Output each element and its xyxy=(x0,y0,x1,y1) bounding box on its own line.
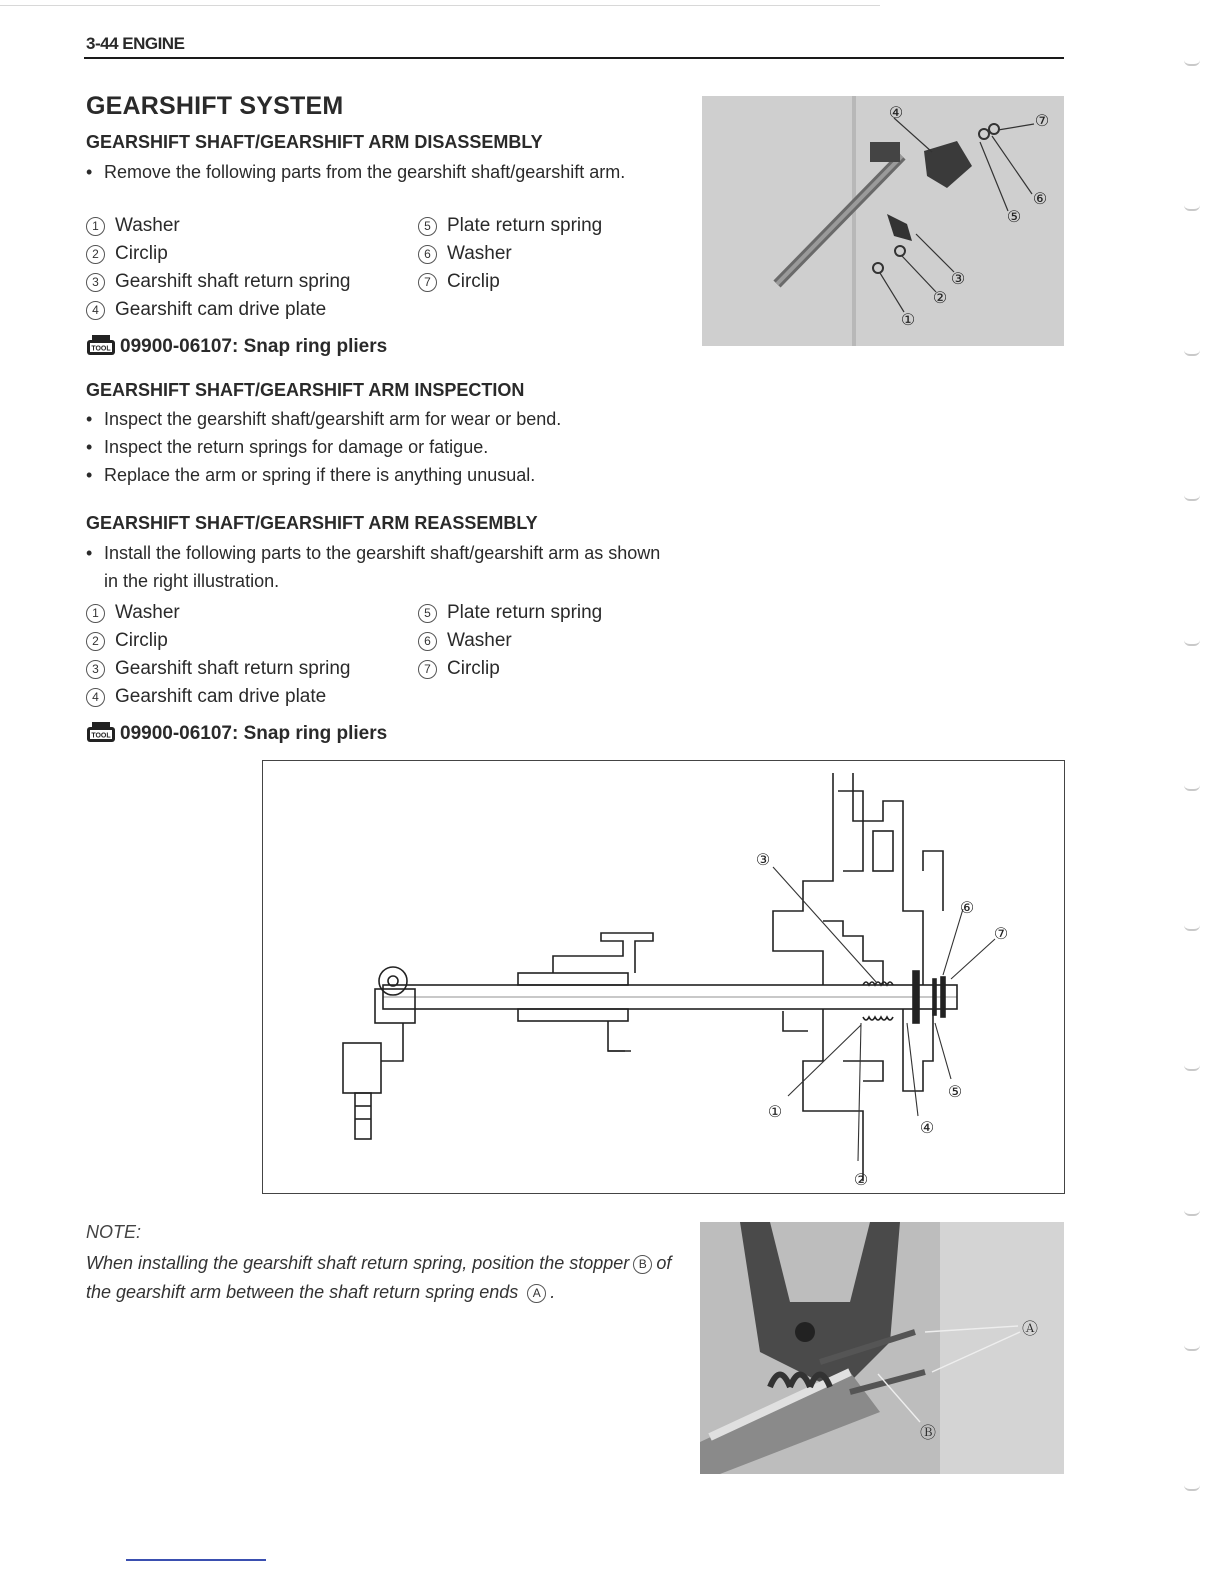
disassembly-part-6: 6 Washer xyxy=(418,243,512,265)
inspection-title: GEARSHIFT SHAFT/GEARSHIFT ARM INSPECTION xyxy=(86,380,525,400)
edge-mark xyxy=(1184,925,1200,931)
inspection-bullet-2: • Inspect the return springs for damage or fatigue. xyxy=(86,437,489,457)
tool-icon xyxy=(86,334,116,356)
callout-7: ⑦ xyxy=(1034,113,1050,130)
edge-mark xyxy=(1184,1345,1200,1351)
callout-5: ⑤ xyxy=(1006,209,1022,226)
inspection-bullet-1: • Inspect the gearshift shaft/gearshift arm for wear or bend. xyxy=(86,409,562,429)
edge-mark xyxy=(1184,785,1200,791)
disassembly-part-1: 1 Washer xyxy=(86,215,180,237)
callout-4: ④ xyxy=(888,105,904,122)
reassembly-part-4: 4 Gearshift cam drive plate xyxy=(86,686,326,708)
edge-mark xyxy=(1184,1485,1200,1491)
shaft-cross-section-diagram xyxy=(262,760,1065,1194)
reassembly-bullet: • Install the following parts to the gearshift shaft/gearshift arm as shown in the right illustration. xyxy=(86,543,661,591)
edge-mark xyxy=(1184,60,1200,66)
disassembly-part-7: 7 Circlip xyxy=(418,271,500,293)
inspection-bullet-3: • Replace the arm or spring if there is anything unusual. xyxy=(86,465,536,485)
svg-text:TOOL: TOOL xyxy=(91,732,111,740)
callout-7: ⑦ xyxy=(993,926,1009,943)
bullet-dot: • xyxy=(86,162,93,182)
callout-a: Ⓐ xyxy=(1021,1321,1039,1338)
reassembly-part-2: 2 Circlip xyxy=(86,630,168,652)
callout-6: ⑥ xyxy=(1032,191,1048,208)
disassembly-part-3: 3 Gearshift shaft return spring xyxy=(86,271,351,293)
edge-mark xyxy=(1184,1210,1200,1216)
disassembly-part-4: 4 Gearshift cam drive plate xyxy=(86,299,326,321)
note-label: NOTE: xyxy=(86,1222,142,1242)
callout-3: ③ xyxy=(755,852,771,869)
disassembly-tool: TOOL 09900-06107: Snap ring pliers xyxy=(86,334,387,358)
edge-mark xyxy=(1184,1065,1200,1071)
edge-mark xyxy=(1184,640,1200,646)
header-rule xyxy=(84,57,1064,59)
edge-mark xyxy=(1184,350,1200,356)
disassembly-part-5: 5 Plate return spring xyxy=(418,215,602,237)
parts-photo xyxy=(702,96,1064,346)
reassembly-part-6: 6 Washer xyxy=(418,630,512,652)
reassembly-part-1: 1 Washer xyxy=(86,602,180,624)
footer-link-line xyxy=(126,1559,266,1561)
disassembly-part-2: 2 Circlip xyxy=(86,243,168,265)
reassembly-tool: TOOL 09900-06107: Snap ring pliers xyxy=(86,721,387,745)
callout-b: Ⓑ xyxy=(919,1425,937,1442)
edge-mark xyxy=(1184,495,1200,501)
top-edge-line xyxy=(0,5,880,6)
tool-icon xyxy=(86,721,116,743)
disassembly-bullet: • Remove the following parts from the gearshift shaft/gearshift arm. xyxy=(86,158,676,186)
callout-1: ① xyxy=(900,312,916,329)
callout-2: ② xyxy=(932,290,948,307)
edge-mark xyxy=(1184,205,1200,211)
callout-1: ① xyxy=(767,1104,783,1121)
callout-5: ⑤ xyxy=(947,1084,963,1101)
disassembly-title: GEARSHIFT SHAFT/GEARSHIFT ARM DISASSEMBLY xyxy=(86,132,543,152)
callout-2: ② xyxy=(853,1172,869,1189)
reassembly-part-3: 3 Gearshift shaft return spring xyxy=(86,658,351,680)
callout-3: ③ xyxy=(950,271,966,288)
reassembly-title: GEARSHIFT SHAFT/GEARSHIFT ARM REASSEMBLY xyxy=(86,513,538,533)
section-title: GEARSHIFT SYSTEM xyxy=(86,92,344,120)
spring-photo xyxy=(700,1222,1064,1474)
reassembly-part-7: 7 Circlip xyxy=(418,658,500,680)
note-text: When installing the gearshift shaft return spring, position the stopper B of the gearshift arm between the shaft return spring ends A . xyxy=(86,1253,672,1302)
page-header: 3-44 ENGINE xyxy=(86,34,185,53)
callout-6: ⑥ xyxy=(959,900,975,917)
reassembly-part-5: 5 Plate return spring xyxy=(418,602,602,624)
svg-text:TOOL: TOOL xyxy=(91,345,111,353)
callout-4: ④ xyxy=(919,1120,935,1137)
